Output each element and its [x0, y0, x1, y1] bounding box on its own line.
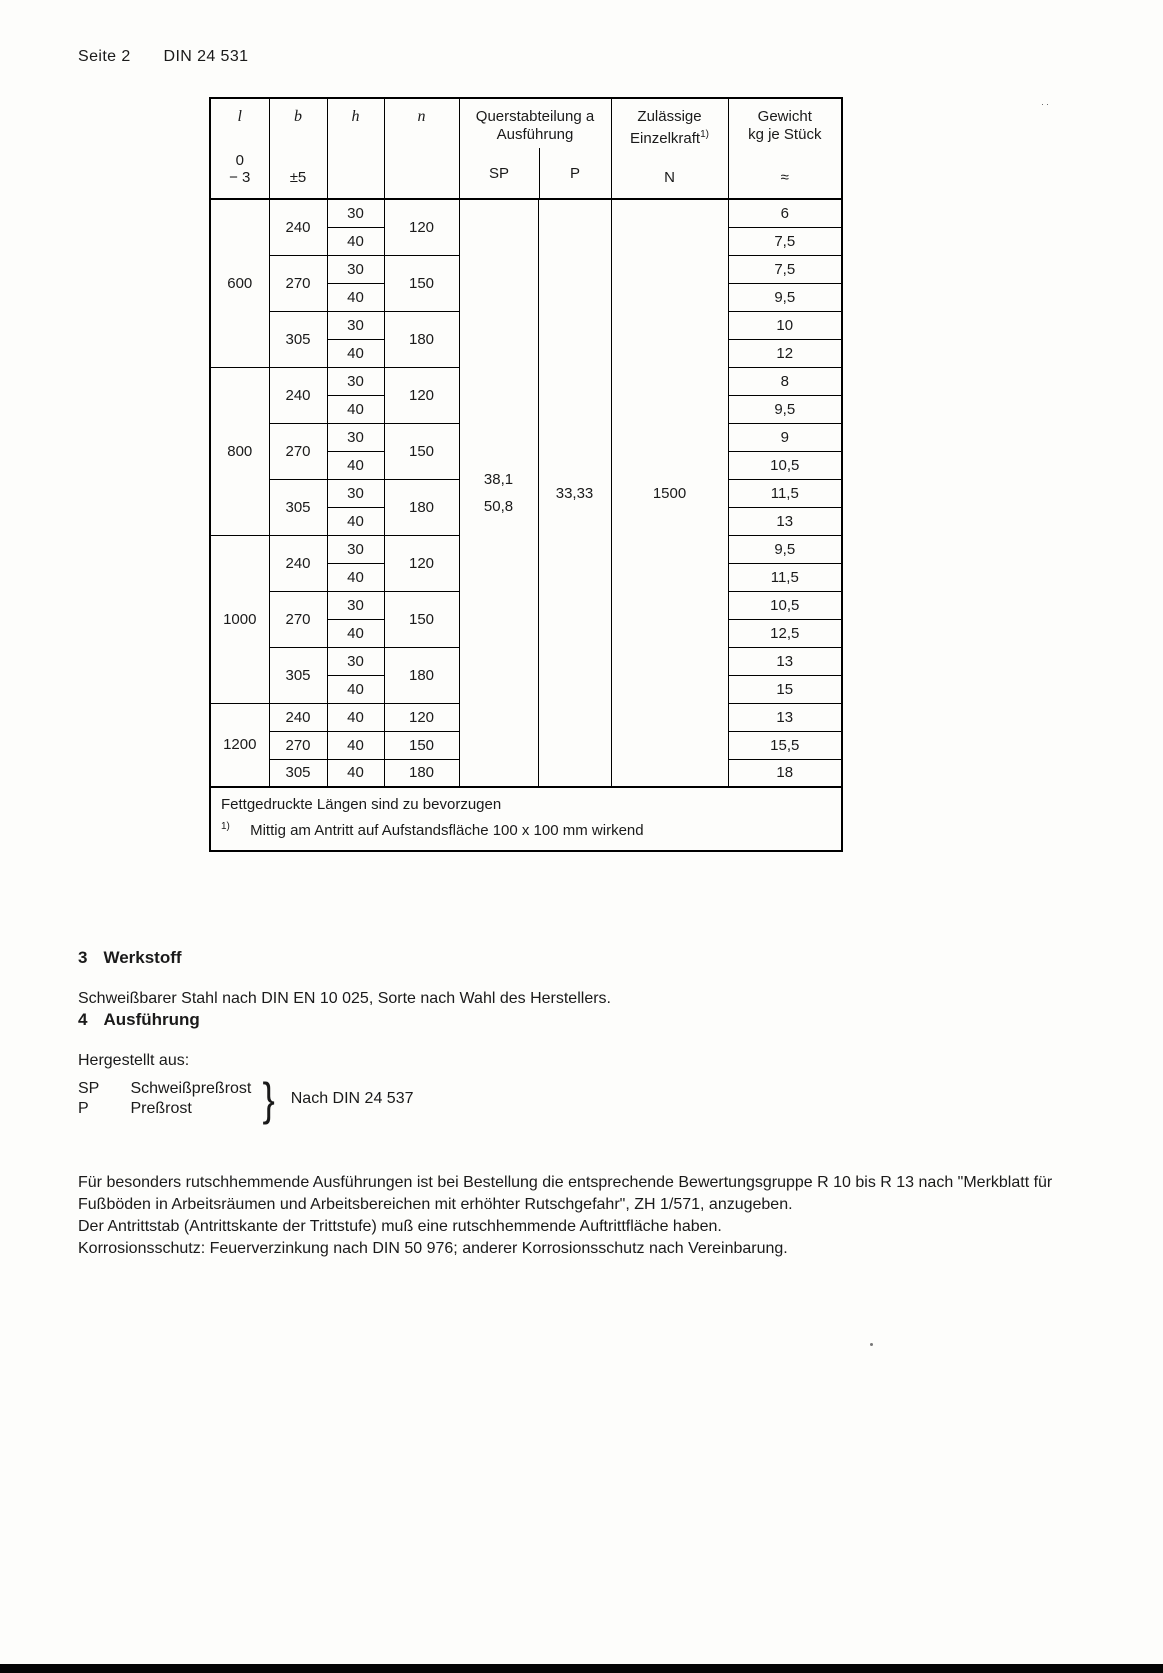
- cell-weight: 12: [728, 339, 842, 367]
- cell-h: 30: [327, 647, 384, 675]
- cell-weight: 11,5: [728, 479, 842, 507]
- cell-b: 270: [269, 423, 327, 479]
- tolerance-b: ±5: [289, 169, 307, 186]
- cell-l: 1000: [210, 535, 269, 703]
- made-of-item-p: P Preßrost: [78, 1100, 192, 1117]
- werkstoff-body: Schweißbarer Stahl nach DIN EN 10 025, Sorte nach Wahl des Herstellers.: [78, 990, 611, 1007]
- cell-h: 40: [327, 227, 384, 255]
- einzelkraft-unit: N: [664, 169, 675, 186]
- header-cell-b: [269, 98, 327, 199]
- cell-b: 270: [269, 731, 327, 759]
- cell-h: 40: [327, 507, 384, 535]
- cell-b: 240: [269, 535, 327, 591]
- cell-b: 305: [269, 311, 327, 367]
- cell-b: 305: [269, 479, 327, 535]
- header-cell-gewicht: [728, 98, 842, 199]
- cell-h: 40: [327, 395, 384, 423]
- cell-h: 30: [327, 255, 384, 283]
- made-of-item-sp: SP Schweißpreßrost: [78, 1080, 252, 1097]
- cell-weight: 15: [728, 675, 842, 703]
- cell-weight: 11,5: [728, 563, 842, 591]
- cell-h: 40: [327, 731, 384, 759]
- brace-glyph: }: [262, 1073, 276, 1125]
- footnote-bold-lengths: Fettgedruckte Längen sind zu bevorzugen: [221, 796, 502, 813]
- cell-b: 270: [269, 255, 327, 311]
- gewicht-approx: ≈: [780, 169, 789, 186]
- made-of-list: [78, 1079, 251, 1119]
- cell-weight: 9,5: [728, 283, 842, 311]
- cell-h: 30: [327, 311, 384, 339]
- cell-h: 40: [327, 619, 384, 647]
- cell-b: 240: [269, 199, 327, 255]
- gewicht-title: Gewicht kg je Stück: [748, 108, 822, 143]
- cell-weight: 13: [728, 507, 842, 535]
- cell-weight: 12,5: [728, 619, 842, 647]
- header-cell-l: [210, 98, 269, 199]
- scan-artifact-dot: [870, 1343, 873, 1346]
- cell-weight: 13: [728, 703, 842, 731]
- table-footnote-box: [209, 788, 843, 852]
- cell-weight: 7,5: [728, 227, 842, 255]
- section-heading-werkstoff: 3 Werkstoff: [78, 948, 182, 967]
- cell-b: 270: [269, 591, 327, 647]
- cell-kraft-value: 1500: [611, 199, 728, 787]
- standard-number: DIN 24 531: [163, 48, 249, 65]
- para-rutschhemmend: Für besonders rutschhemmende Ausführungen ist bei Bestellung die entsprechende Bewertungsgruppe R 10 bis R 13 nach "Merkblatt für Fußböden in Arbeitsräumen und Arbeitsbereichen mit erhöhter Rutschgefahr", ZH 1/571, anzugeben.: [78, 1174, 1053, 1213]
- scan-artifact-bar: [0, 1664, 1163, 1673]
- cell-l: 1200: [210, 703, 269, 787]
- cell-l: 600: [210, 199, 269, 367]
- cell-h: 40: [327, 283, 384, 311]
- cell-n: 120: [384, 199, 459, 255]
- cell-weight: 8: [728, 367, 842, 395]
- cell-p-value: 33,33: [538, 199, 611, 787]
- cell-n: 180: [384, 311, 459, 367]
- einzelkraft-title: Zulässige Einzelkraft$^{1)}$: [630, 108, 709, 147]
- col-label-n: n: [417, 108, 426, 125]
- col-label-h: h: [351, 108, 360, 125]
- cell-n: 150: [384, 423, 459, 479]
- querstab-title: Querstabteilung a Ausführung: [475, 108, 595, 143]
- cell-l: 800: [210, 367, 269, 535]
- hergestellt-label: Hergestellt aus:: [78, 1052, 190, 1069]
- cell-h: 40: [327, 339, 384, 367]
- footnote-load-point: $^{1)}$ Mittig am Antritt auf Aufstandsfläche 100 x 100 mm wirkend: [221, 821, 644, 839]
- cell-b: 305: [269, 647, 327, 703]
- header-cell-n: [384, 98, 459, 199]
- table-row: [210, 199, 842, 227]
- para-korrosionsschutz: Korrosionsschutz: Feuerverzinkung nach DIN 50 976; anderer Korrosionsschutz nach Vereinbarung.: [78, 1240, 788, 1257]
- cell-weight: 6: [728, 199, 842, 227]
- cell-weight: 9,5: [728, 395, 842, 423]
- cell-weight: 13: [728, 647, 842, 675]
- subcol-label-sp: SP: [488, 164, 509, 182]
- section-heading-ausfuehrung: 4 Ausführung: [78, 1010, 200, 1029]
- cell-n: 120: [384, 535, 459, 591]
- cell-weight: 10,5: [728, 451, 842, 479]
- cell-n: 150: [384, 591, 459, 647]
- made-of-block: [78, 1072, 1110, 1126]
- cell-h: 40: [327, 759, 384, 787]
- cell-sp-value: 38,1 50,8: [459, 199, 538, 787]
- cell-n: 150: [384, 731, 459, 759]
- cell-h: 30: [327, 423, 384, 451]
- dimension-table: [209, 97, 843, 788]
- cell-b: 240: [269, 703, 327, 731]
- scan-artifact-dots: ··: [1041, 99, 1051, 109]
- cell-weight: 7,5: [728, 255, 842, 283]
- cell-b: 305: [269, 759, 327, 787]
- footnote-marker: 1): [221, 821, 230, 832]
- cell-h: 40: [327, 675, 384, 703]
- col-label-l: l: [237, 108, 242, 125]
- tolerance-l: 0 − 3: [229, 152, 251, 186]
- cell-h: 30: [327, 479, 384, 507]
- page-number: Seite 2: [78, 48, 131, 65]
- header-cell-einzelkraft: [611, 98, 728, 199]
- cell-weight: 15,5: [728, 731, 842, 759]
- cell-weight: 9,5: [728, 535, 842, 563]
- cell-h: 40: [327, 451, 384, 479]
- page-header: [78, 48, 248, 66]
- cell-h: 40: [327, 563, 384, 591]
- dimension-table-wrap: [209, 97, 843, 852]
- cell-n: 180: [384, 759, 459, 787]
- cell-weight: 10,5: [728, 591, 842, 619]
- header-cell-querstab: [459, 98, 611, 199]
- cell-weight: 10: [728, 311, 842, 339]
- header-cell-h: [327, 98, 384, 199]
- cell-h: 30: [327, 535, 384, 563]
- cell-h: 30: [327, 591, 384, 619]
- cell-n: 180: [384, 647, 459, 703]
- cell-n: 180: [384, 479, 459, 535]
- cell-h: 30: [327, 367, 384, 395]
- col-label-b: b: [294, 108, 302, 125]
- cell-h: 40: [327, 703, 384, 731]
- cell-n: 120: [384, 703, 459, 731]
- cell-n: 150: [384, 255, 459, 311]
- nach-din-note: Nach DIN 24 537: [290, 1090, 414, 1107]
- cell-weight: 18: [728, 759, 842, 787]
- table-header-row: [210, 98, 842, 199]
- cell-b: 240: [269, 367, 327, 423]
- subcol-label-p: P: [539, 148, 611, 198]
- cell-h: 30: [327, 199, 384, 227]
- cell-n: 120: [384, 367, 459, 423]
- text-sections: [78, 948, 1110, 1260]
- para-antrittstab: Der Antrittstab (Antrittskante der Trittstufe) muß eine rutschhemmende Auftrittfläche haben.: [78, 1218, 722, 1235]
- cell-weight: 9: [728, 423, 842, 451]
